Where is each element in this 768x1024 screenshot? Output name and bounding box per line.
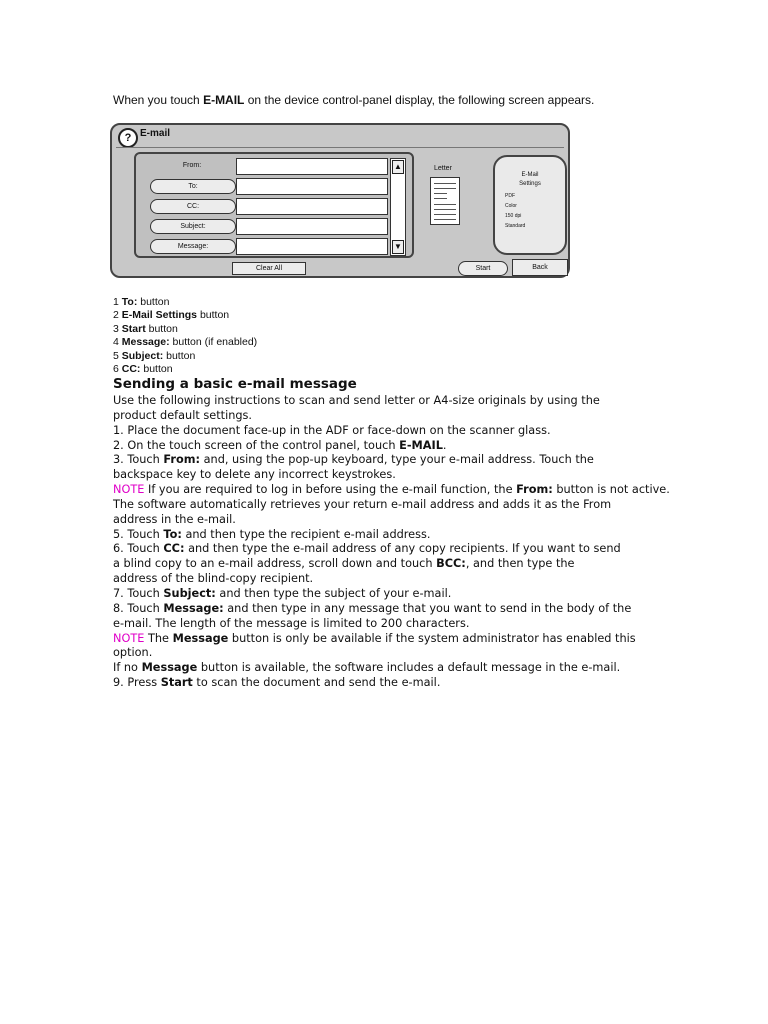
callout-legend — [113, 296, 257, 376]
from-field[interactable] — [236, 158, 388, 175]
to-field[interactable] — [236, 178, 388, 195]
callout-item: 6 CC: button — [113, 363, 173, 376]
text-line: product default settings. — [113, 408, 253, 422]
callout-item: 3 Start button — [113, 322, 178, 335]
cc-field[interactable] — [236, 198, 388, 215]
step-9: 9. Press Start to scan the document and send the e-mail. — [113, 676, 441, 690]
callout-item: 4 Message: button (if enabled) — [113, 336, 258, 349]
email-settings-button[interactable]: E-Mail Settings PDF Color 150 dpi Standard — [493, 155, 567, 255]
title-divider — [116, 147, 564, 148]
panel-title: E-mail — [140, 128, 171, 139]
text-line: option. — [113, 646, 153, 660]
instructions-body — [113, 394, 673, 691]
callout-item: 5 Subject: button — [113, 349, 196, 362]
document-preview-icon — [430, 177, 460, 225]
clear-all-button[interactable]: Clear All — [232, 262, 306, 275]
section-heading: Sending a basic e-mail message — [113, 376, 357, 392]
from-label: From: — [182, 162, 202, 169]
text-line: e-mail. The length of the message is limited to 200 characters. — [113, 616, 470, 630]
step-3: 3. Touch From: and, using the pop-up keyboard, type your e-mail address. Touch the — [113, 453, 594, 467]
callout-item: 1 To: button — [113, 296, 170, 308]
note-label: NOTE — [113, 483, 145, 497]
to-button[interactable]: To: — [150, 179, 236, 194]
message-field[interactable] — [236, 238, 388, 255]
text-line: a blind copy to an e-mail address, scroll down and touch BCC:, and then type the — [113, 557, 575, 571]
text-line: Use the following instructions to scan and send letter or A4-size originals by using the — [113, 394, 600, 407]
note-label: NOTE — [113, 631, 145, 645]
message-button[interactable]: Message: — [150, 239, 236, 254]
address-form — [134, 152, 414, 258]
step-6: 6. Touch CC: and then type the e-mail address of any copy recipients. If you want to send — [113, 542, 621, 556]
intro-text: When you touch E-MAIL on the device control-panel display, the following screen appears. — [113, 93, 595, 107]
scroll-down-icon[interactable]: ▼ — [392, 240, 404, 254]
text-line: address of the blind-copy recipient. — [113, 572, 314, 586]
step-2: 2. On the touch screen of the control panel, touch E-MAIL. — [113, 438, 447, 452]
cc-button[interactable]: CC: — [150, 199, 236, 214]
text-line: address in the e-mail. — [113, 512, 236, 526]
text-line: backspace key to delete any incorrect keystrokes. — [113, 468, 396, 482]
callout-item: 2 E-Mail Settings button — [113, 309, 230, 322]
form-scrollbar[interactable] — [390, 158, 406, 256]
step-1: 1. Place the document face-up in the ADF or face-down on the scanner glass. — [113, 423, 551, 437]
subject-button[interactable]: Subject: — [150, 219, 236, 234]
email-panel-figure — [110, 123, 570, 278]
note-line: NOTE The Message button is only be available if the system administrator has enabled this — [113, 631, 636, 645]
scroll-up-icon[interactable]: ▲ — [392, 160, 404, 174]
note-line: NOTE If you are required to log in before using the e-mail function, the From: button is not active. — [113, 483, 670, 497]
subject-field[interactable] — [236, 218, 388, 235]
text-line: If no Message button is available, the software includes a default message in the e-mail. — [113, 661, 621, 675]
step-5: 5. Touch To: and then type the recipient e-mail address. — [113, 527, 431, 541]
back-button[interactable]: Back — [512, 259, 568, 276]
start-button[interactable]: Start — [458, 261, 508, 276]
email-keyword: E-MAIL — [203, 93, 245, 107]
step-7: 7. Touch Subject: and then type the subject of your e-mail. — [113, 586, 452, 600]
paper-size-label: Letter — [434, 165, 452, 172]
text-line: The software automatically retrieves your return e-mail address and adds it as the From — [113, 497, 612, 511]
help-icon[interactable]: ? — [118, 128, 138, 148]
step-8: 8. Touch Message: and then type in any message that you want to send in the body of the — [113, 601, 632, 615]
